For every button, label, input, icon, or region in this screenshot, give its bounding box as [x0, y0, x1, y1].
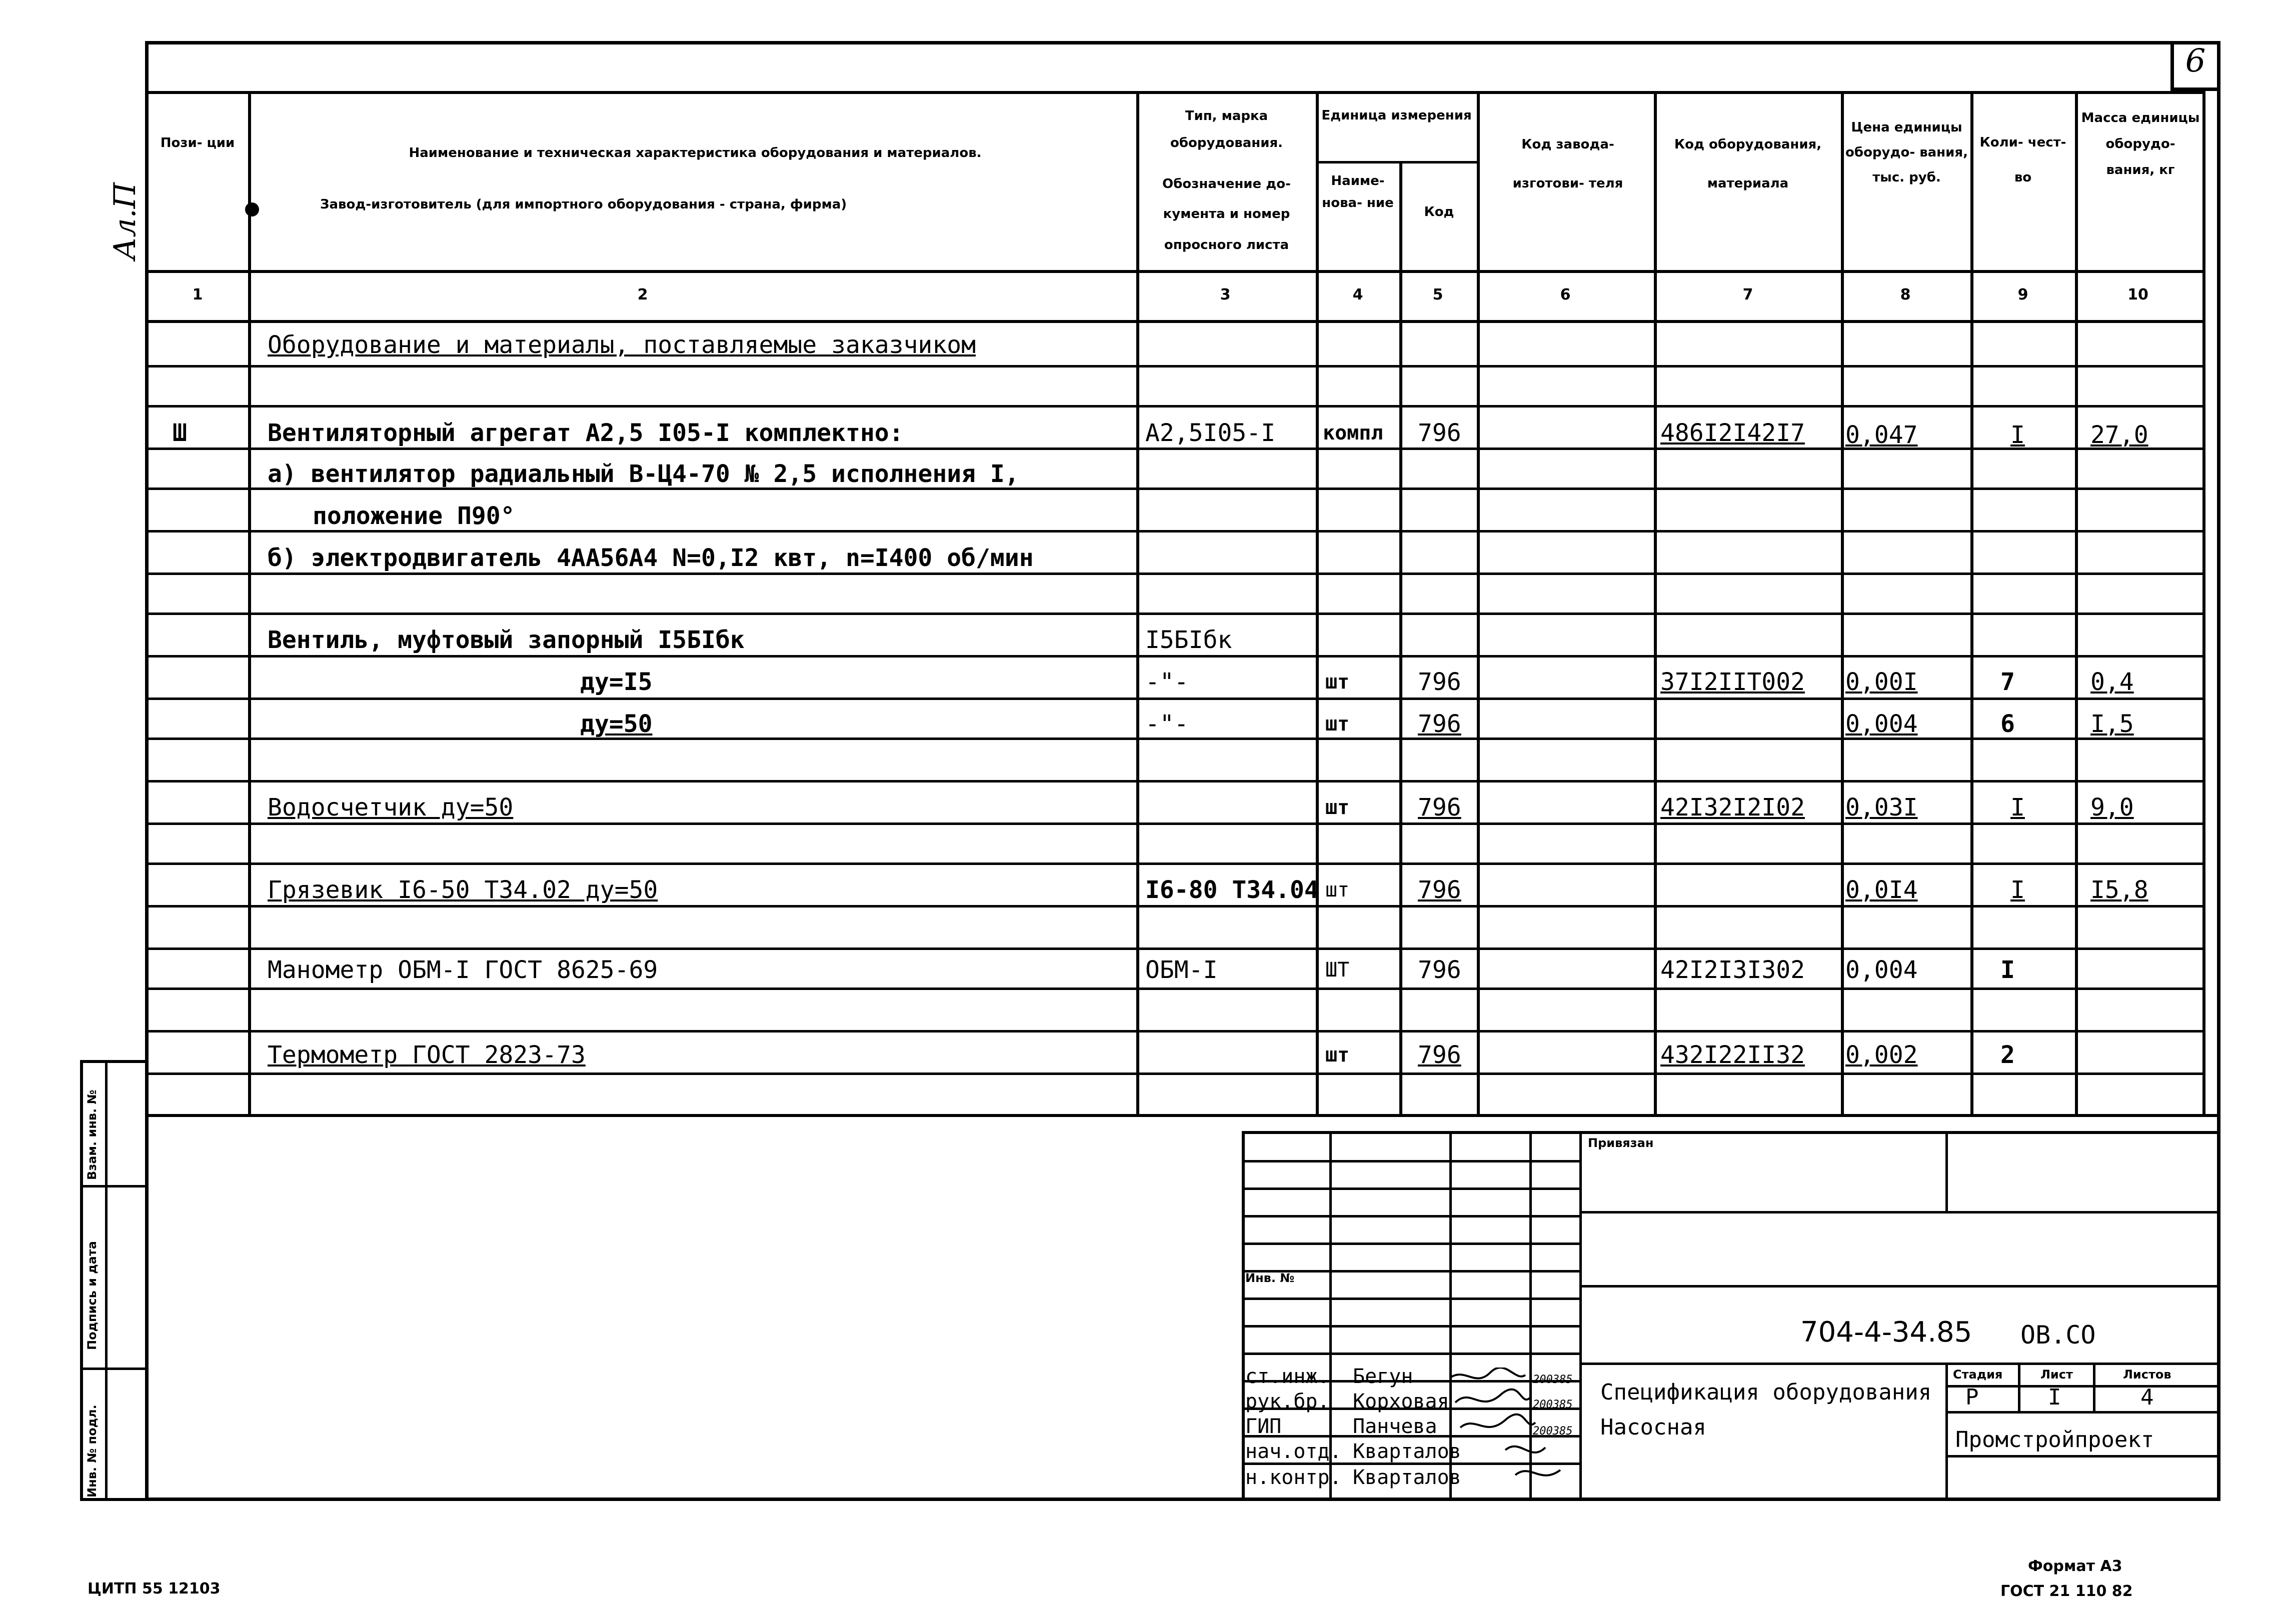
row-price: 0,03I — [1845, 794, 1918, 822]
header-qty: Коли- чест- во — [1979, 135, 2066, 185]
margin-field-replace: Взам. инв. № — [85, 1090, 99, 1180]
row-type: I5БIбк — [1145, 626, 1232, 654]
row-position: Ш — [173, 419, 187, 447]
row-mass: 9,0 — [2090, 794, 2134, 822]
section-title: Оборудование и материалы, поставляемые заказчиком — [268, 331, 976, 359]
colnum-8: 8 — [1900, 286, 1911, 304]
header-positions: Пози- ции — [160, 136, 235, 150]
signer-name: Панчева — [1353, 1415, 1437, 1438]
row-unit-code: 796 — [1418, 956, 1461, 984]
colnum-1: 1 — [192, 286, 203, 304]
doc-suffix: ОВ.СО — [2020, 1320, 2096, 1350]
header-bottom — [145, 270, 2205, 273]
row-unit-code: 796 — [1418, 876, 1461, 904]
margin-split-v — [105, 1060, 108, 1501]
tb-v — [2018, 1362, 2020, 1411]
row-qty: 6 — [2000, 710, 2015, 738]
row-mass: 27,0 — [2090, 421, 2148, 449]
row-price: 0,047 — [1845, 421, 1918, 449]
margin-split — [80, 1185, 148, 1188]
row-name: Термометр ГОСТ 2823-73 — [268, 1041, 586, 1069]
row-equip-code: 37I2IIT002 — [1660, 668, 1805, 696]
tb-h — [1579, 1362, 2220, 1365]
colnum-10: 10 — [2127, 286, 2148, 304]
privyazan-label: Привязан — [1588, 1136, 1654, 1150]
signer-date: 200385 — [1533, 1398, 1573, 1411]
header-type-line5: опросного листа — [1164, 238, 1289, 252]
row-name: Водосчетчик ду=50 — [268, 794, 514, 822]
row-line — [145, 698, 2205, 700]
signer-role: ст.инж. — [1245, 1365, 1330, 1388]
tb-h — [1242, 1325, 1582, 1328]
title-line1: Спецификация оборудования — [1600, 1380, 1932, 1405]
col-line-7 — [1841, 91, 1844, 1116]
footer-gost: ГОСТ 21 110 82 — [2000, 1582, 2133, 1600]
row-name: положение П90° — [313, 502, 515, 530]
tb-h — [1242, 1298, 1582, 1300]
bullet-dot — [245, 202, 259, 216]
sheets-label: Листов — [2123, 1368, 2171, 1382]
signer-date: 200385 — [1533, 1374, 1573, 1386]
header-equip-code: Код оборудования, материала — [1674, 137, 1822, 191]
tb-h — [1945, 1411, 2220, 1414]
row-line — [145, 405, 2205, 408]
signer-name: Кварталов — [1353, 1440, 1461, 1463]
tb-v — [1579, 1131, 1582, 1501]
row-name: Манометр ОБМ-I ГОСТ 8625-69 — [268, 956, 658, 984]
signer-name: Корховая — [1353, 1390, 1449, 1413]
col-line-0 — [145, 91, 148, 1116]
tb-h — [1242, 1242, 1582, 1245]
stage-value: Р — [1965, 1384, 1979, 1410]
row-name: ду=50 — [580, 710, 653, 738]
colnum-6: 6 — [1560, 286, 1571, 304]
unit-subheader-line — [1316, 161, 1477, 164]
row-unit: ШТ — [1325, 958, 1350, 982]
row-unit: шт — [1325, 878, 1350, 902]
row-name: Вентиль, муфтовый запорный I5БIбк — [268, 626, 745, 654]
row-line — [145, 905, 2205, 908]
row-price: 0,004 — [1845, 710, 1918, 738]
header-name-line1: Наименование и техническая характеристика оборудования и материалов. — [409, 146, 982, 160]
sheet-label: Лист — [2040, 1368, 2073, 1382]
row-qty: I — [2010, 421, 2025, 449]
row-type: -"- — [1145, 710, 1189, 738]
colnum-2: 2 — [637, 286, 648, 304]
signer-role: нач.отд. — [1245, 1440, 1342, 1463]
tb-h — [1242, 1160, 1582, 1162]
row-type: ОБМ-I — [1145, 956, 1218, 984]
row-equip-code: 486I2I42I7 — [1660, 419, 1805, 447]
org-name: Промстройпроект — [1955, 1427, 2154, 1452]
row-line — [145, 1072, 2205, 1075]
row-line — [145, 780, 2205, 782]
header-maker-code: Код завода-изготови- теля — [1512, 137, 1623, 191]
col-line-4 — [1399, 161, 1402, 1116]
margin-field-sign: Подпись и дата — [85, 1241, 99, 1350]
header-type-line3: Обозначение до- — [1162, 176, 1291, 192]
tb-v — [2093, 1362, 2095, 1411]
tb-v — [1945, 1362, 1948, 1501]
row-type: -"- — [1145, 668, 1189, 696]
row-unit: компл — [1323, 422, 1383, 444]
row-qty: 7 — [2000, 668, 2015, 696]
tb-h — [1945, 1455, 2220, 1458]
sheet-marker: 6 — [2185, 42, 2206, 80]
row-line — [145, 365, 2205, 368]
row-mass: 0,4 — [2090, 668, 2134, 696]
row-name: Грязевик I6-50 Т34.02 ду=50 — [268, 876, 658, 904]
col-line-5 — [1477, 91, 1480, 1116]
row-qty: I — [2010, 876, 2025, 904]
doc-number: 704-4-34.85 — [1800, 1316, 1972, 1348]
row-price: 0,0I4 — [1845, 876, 1918, 904]
tb-h — [1242, 1215, 1582, 1218]
table-bottom — [145, 1114, 2220, 1117]
row-price: 0,004 — [1845, 956, 1918, 984]
colnum-7: 7 — [1742, 286, 1753, 304]
row-line — [145, 612, 2205, 615]
header-unit-group: Единица измерения — [1321, 108, 1472, 123]
row-type: А2,5I05-I — [1145, 419, 1276, 447]
row-mass: I5,8 — [2090, 876, 2148, 904]
row-equip-code: 42I32I2I02 — [1660, 794, 1805, 822]
row-price: 0,00I — [1845, 668, 1918, 696]
table-top — [145, 91, 2205, 94]
header-mass: Масса единицы оборудо- вания, кг — [2081, 110, 2200, 178]
tb-h — [1945, 1385, 2220, 1388]
colnum-4: 4 — [1352, 286, 1363, 304]
colnum-bottom — [145, 320, 2205, 323]
row-name: ду=I5 — [580, 668, 653, 696]
header-type-line4: кумента и номер — [1163, 206, 1290, 222]
row-qty: 2 — [2000, 1041, 2015, 1069]
footer-format: Формат А3 — [2028, 1558, 2122, 1575]
col-line-9 — [2075, 91, 2078, 1116]
row-line — [145, 988, 2205, 990]
row-unit-code: 796 — [1418, 419, 1461, 447]
tb-h — [1242, 1188, 1582, 1190]
row-qty: I — [2000, 956, 2015, 984]
header-unit-code: Код — [1424, 204, 1454, 220]
inv-label: Инв. № — [1245, 1271, 1295, 1285]
row-name: б) электродвигатель 4АА56А4 N=0,I2 квт, n=I400 об/мин — [268, 544, 1034, 572]
row-line — [145, 655, 2205, 658]
header-price: Цена единицы оборудо- вания, тыс. руб. — [1845, 120, 1968, 185]
row-line — [145, 822, 2205, 825]
row-unit-code: 796 — [1418, 1041, 1461, 1069]
sheet-value: I — [2048, 1384, 2061, 1410]
row-type: I6-80 Т34.04 — [1145, 876, 1319, 904]
row-qty: I — [2010, 794, 2025, 822]
tb-h — [1579, 1211, 2220, 1214]
row-line — [145, 948, 2205, 950]
row-unit: шт — [1325, 670, 1350, 694]
col-line-8 — [1970, 91, 1973, 1116]
signer-role: ГИП — [1245, 1415, 1282, 1438]
tb-h — [1242, 1352, 1582, 1355]
tb-h — [1579, 1285, 2220, 1288]
row-unit-code: 796 — [1418, 668, 1461, 696]
colnum-9: 9 — [2017, 286, 2028, 304]
row-unit: шт — [1325, 712, 1350, 736]
row-unit: шт — [1325, 796, 1350, 819]
signer-name: Кварталов — [1353, 1466, 1461, 1489]
signer-date: 200385 — [1533, 1425, 1573, 1438]
col-line-1 — [248, 91, 251, 1116]
row-line — [145, 862, 2205, 865]
col-line-6 — [1654, 91, 1657, 1116]
signer-role: рук.бр. — [1245, 1390, 1330, 1413]
signer-name: Бегун — [1353, 1365, 1413, 1388]
col-line-10 — [2202, 91, 2205, 1116]
row-unit: шт — [1325, 1044, 1350, 1066]
row-equip-code: 432I22II32 — [1660, 1041, 1805, 1069]
col-line-2 — [1136, 91, 1139, 1116]
row-name: а) вентилятор радиальный В-Ц4-70 № 2,5 исполнения I, — [268, 460, 1019, 488]
signature-scribbles — [1445, 1368, 1575, 1488]
margin-split — [80, 1368, 148, 1370]
header-type-line2: оборудования. — [1170, 136, 1283, 150]
row-mass: I,5 — [2090, 710, 2134, 738]
col-line-3 — [1316, 91, 1319, 1116]
stage-label: Стадия — [1953, 1368, 2003, 1382]
colnum-3: 3 — [1220, 286, 1231, 304]
header-unit-name: Наиме- нова- ние — [1322, 174, 1394, 210]
header-name-line2: Завод-изготовитель (для импортного оборудования - страна, фирма) — [320, 197, 847, 212]
sheets-value: 4 — [2140, 1384, 2154, 1410]
header-type-line1: Тип, марка — [1185, 108, 1268, 124]
title-line2: Насосная — [1600, 1414, 1706, 1440]
footer-left: ЦИТП 55 12103 — [88, 1580, 221, 1598]
signer-role: н.контр. — [1245, 1466, 1342, 1489]
tb-v — [1945, 1131, 1948, 1211]
row-unit-code: 796 — [1418, 710, 1461, 738]
row-line — [145, 1030, 2205, 1032]
row-equip-code: 42I2I3I302 — [1660, 956, 1805, 984]
row-price: 0,002 — [1845, 1041, 1918, 1069]
row-name: Вентиляторный агрегат А2,5 I05-I комплектно: — [268, 419, 904, 447]
colnum-5: 5 — [1432, 286, 1443, 304]
side-label: Ал.П — [108, 182, 143, 260]
margin-field-inv: Инв. № подл. — [85, 1404, 99, 1498]
row-unit-code: 796 — [1418, 794, 1461, 822]
